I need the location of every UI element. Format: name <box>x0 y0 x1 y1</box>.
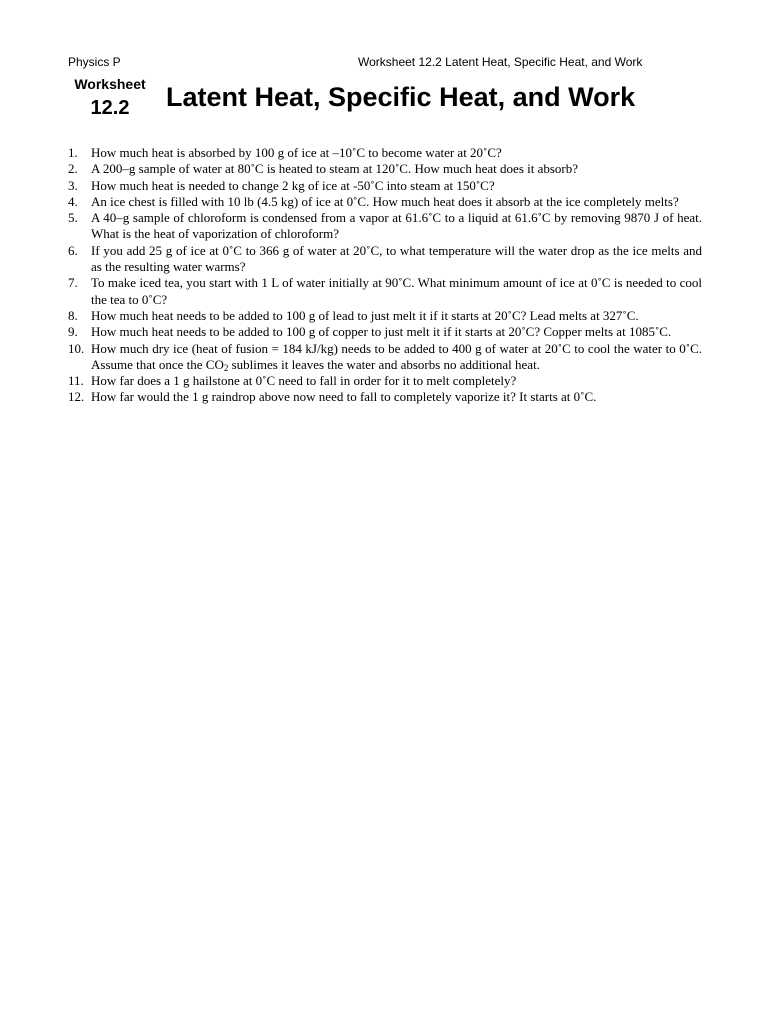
question-number: 10. <box>68 340 85 356</box>
question-text: How far does a 1 g hailstone at 0˚C need to fall in order for it to melt completely? <box>91 373 517 389</box>
question-item <box>68 161 702 177</box>
question-item <box>68 210 702 243</box>
subscript: 2 <box>223 362 229 373</box>
question-number: 2. <box>68 161 78 177</box>
question-text <box>91 341 702 374</box>
question-item <box>68 275 702 308</box>
question-text: How much heat is needed to change 2 kg of ice at -50˚C into steam at 150˚C? <box>91 177 495 193</box>
question-list <box>68 145 702 406</box>
page-title: Latent Heat, Specific Heat, and Work <box>166 82 636 112</box>
question-number: 4. <box>68 193 78 209</box>
question-text: To make iced tea, you start with 1 L of water initially at 90˚C. What minimum amount of ice at 0˚C is needed to cool the tea to 0˚C? <box>91 275 702 307</box>
question-number: 6. <box>68 242 78 258</box>
question-text-part: How much dry ice (heat of fusion = 184 kJ/kg) needs to be added to 400 g of water at 20˚C to cool the water to 0˚C. Assume that once the CO <box>91 340 702 372</box>
question-item <box>68 178 702 194</box>
question-item <box>68 373 702 389</box>
question-item <box>68 308 702 324</box>
question-number: 3. <box>68 177 78 193</box>
question-item <box>68 341 702 374</box>
question-number: 8. <box>68 307 78 323</box>
question-text: How much heat needs to be added to 100 g of copper to just melt it if it starts at 20˚C? Copper melts at 1085˚C. <box>91 324 672 340</box>
question-item <box>68 145 702 161</box>
question-text: If you add 25 g of ice at 0˚C to 366 g of water at 20˚C, to what temperature will the water drop as the ice melts and as the resulting water warms? <box>91 242 702 275</box>
question-number: 12. <box>68 389 85 405</box>
question-item <box>68 389 702 405</box>
question-text-part: sublimes it leaves the water and absorbs no additional heat. <box>228 356 540 372</box>
worksheet-number: 12.2 <box>90 97 130 119</box>
question-item <box>68 324 702 340</box>
question-text: How much heat needs to be added to 100 g of lead to just melt it if it starts at 20˚C? Lead melts at 327˚C. <box>91 307 639 323</box>
course-label: Physics P <box>68 55 121 69</box>
question-number: 5. <box>68 210 78 226</box>
worksheet-label: Worksheet <box>74 76 146 92</box>
question-text: An ice chest is filled with 10 lb (4.5 kg) of ice at 0˚C. How much heat does it absorb at the ice completely melts? <box>91 193 679 209</box>
question-text: How far would the 1 g raindrop above now need to fall to completely vaporize it? It starts at 0˚C. <box>91 389 597 405</box>
question-text: A 200–g sample of water at 80˚C is heated to steam at 120˚C. How much heat does it absorb? <box>91 161 579 177</box>
question-item <box>68 243 702 276</box>
question-number: 9. <box>68 324 78 340</box>
question-item <box>68 194 702 210</box>
question-text: A 40–g sample of chloroform is condensed from a vapor at 61.6˚C to a liquid at 61.6˚C by removing 9870 J of heat. What is the heat of vaporization of chloroform? <box>91 210 702 242</box>
question-text: How much heat is absorbed by 100 g of ice at –10˚C to become water at 20˚C? <box>91 145 502 160</box>
worksheet-reference: Worksheet 12.2 Latent Heat, Specific Heat, and Work <box>358 55 643 69</box>
question-number: 7. <box>68 275 78 291</box>
question-number: 11. <box>68 373 84 389</box>
question-number: 1. <box>68 145 78 160</box>
